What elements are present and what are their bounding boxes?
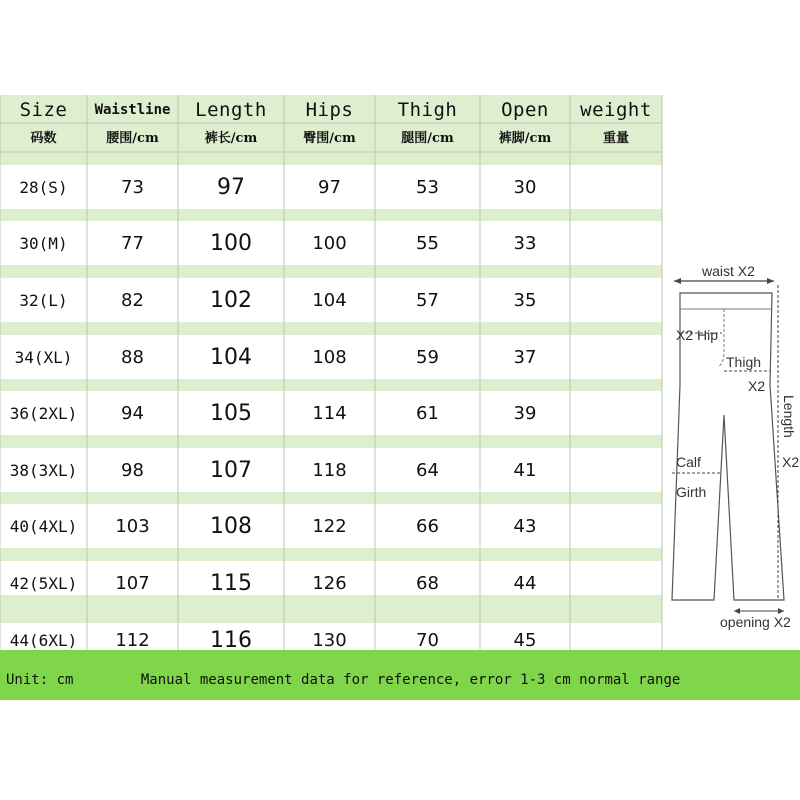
cell-weight: [570, 391, 662, 435]
cell-length: 115: [210, 570, 252, 596]
calf-label: Calf: [676, 454, 701, 470]
cell-length: 105: [210, 400, 252, 426]
thigh-label: Thigh: [726, 354, 762, 370]
cell-open: 44: [513, 572, 537, 594]
cell-weight: [570, 165, 662, 209]
length-x2-label: X2: [782, 454, 800, 470]
column-subheader-size: 码数: [30, 130, 57, 146]
column-header-size: Size: [19, 99, 68, 121]
cell-length: 107: [210, 457, 252, 483]
cell-size: 30(M): [19, 233, 68, 253]
cell-hips: 100: [312, 232, 347, 254]
cell-hips: 114: [312, 402, 347, 424]
cell-hips: 130: [312, 629, 347, 651]
cell-waist: 77: [121, 232, 144, 254]
pants-measurement-diagram: [662, 245, 800, 635]
cell-length: 102: [210, 287, 252, 313]
cell-open: 39: [513, 402, 537, 424]
cell-weight: [570, 618, 662, 662]
hip-label: X2 Hip: [676, 327, 719, 343]
cell-length: 108: [210, 513, 252, 539]
cell-size: 38(3XL): [9, 460, 78, 480]
column-subheader-waistline: 腰围/cm: [106, 130, 159, 146]
cell-open: 37: [513, 346, 537, 368]
length-label: Length: [781, 395, 797, 438]
cell-size: 32(L): [19, 290, 68, 310]
column-subheader-length: 裤长/cm: [204, 130, 258, 146]
cell-hips: 118: [312, 459, 347, 481]
cell-thigh: 64: [416, 459, 439, 481]
cell-hips: 126: [312, 572, 347, 594]
cell-thigh: 61: [416, 402, 439, 424]
size-chart: [0, 95, 800, 705]
column-header-waistline: Waistline: [94, 102, 171, 118]
cell-thigh: 68: [416, 572, 439, 594]
cell-open: 45: [513, 629, 537, 651]
unit-label: Unit: cm: [6, 672, 74, 688]
cell-waist: 112: [115, 629, 150, 651]
cell-waist: 73: [121, 176, 144, 198]
column-header-length: Length: [195, 99, 267, 121]
cell-length: 97: [217, 174, 245, 200]
cell-size: 40(4XL): [9, 516, 78, 536]
cell-weight: [570, 448, 662, 492]
cell-size: 28(S): [19, 177, 68, 197]
column-header-open: Open: [501, 99, 549, 121]
cell-length: 104: [210, 344, 252, 370]
cell-open: 35: [513, 289, 537, 311]
cell-length: 100: [210, 230, 252, 256]
cell-weight: [570, 221, 662, 265]
cell-weight: [570, 335, 662, 379]
cell-thigh: 66: [416, 515, 439, 537]
girth-label: Girth: [676, 484, 707, 500]
column-subheader-thigh: 腿围/cm: [401, 130, 454, 146]
cell-hips: 122: [312, 515, 347, 537]
cell-thigh: 55: [416, 232, 439, 254]
cell-waist: 103: [115, 515, 150, 537]
cell-thigh: 57: [416, 289, 439, 311]
cell-size: 36(2XL): [9, 403, 78, 423]
opening-label: opening X2: [720, 614, 791, 630]
footer-note-line: [6, 663, 680, 697]
column-subheader-weight: 重量: [602, 130, 629, 146]
cell-waist: 107: [115, 572, 150, 594]
column-subheader-hips: 臀围/cm: [303, 130, 356, 146]
cell-thigh: 70: [416, 629, 439, 651]
cell-size: 44(6XL): [9, 630, 78, 650]
column-header-weight: weight: [580, 99, 652, 121]
cell-thigh: 59: [416, 346, 439, 368]
cell-waist: 82: [121, 289, 144, 311]
cell-hips: 108: [312, 346, 347, 368]
column-header-thigh: Thigh: [397, 99, 458, 121]
cell-open: 30: [513, 176, 537, 198]
measurement-note: Manual measurement data for reference, error 1-3 cm normal range: [140, 672, 681, 688]
cell-open: 41: [513, 459, 537, 481]
cell-hips: 97: [318, 176, 341, 198]
cell-thigh: 53: [416, 176, 439, 198]
cell-waist: 98: [121, 459, 144, 481]
cell-size: 34(XL): [14, 347, 73, 367]
waist-label: waist X2: [702, 263, 755, 279]
cell-waist: 94: [121, 402, 144, 424]
cell-weight: [570, 561, 662, 605]
cell-weight: [570, 278, 662, 322]
cell-length: 116: [210, 627, 252, 653]
cell-open: 43: [513, 515, 537, 537]
thigh-x2-label: X2: [748, 378, 766, 394]
cell-open: 33: [513, 232, 537, 254]
cell-weight: [570, 504, 662, 548]
column-header-hips: Hips: [305, 99, 354, 121]
column-subheader-open: 裤脚/cm: [498, 130, 552, 146]
cell-size: 42(5XL): [9, 573, 78, 593]
cell-hips: 104: [312, 289, 347, 311]
cell-waist: 88: [121, 346, 144, 368]
